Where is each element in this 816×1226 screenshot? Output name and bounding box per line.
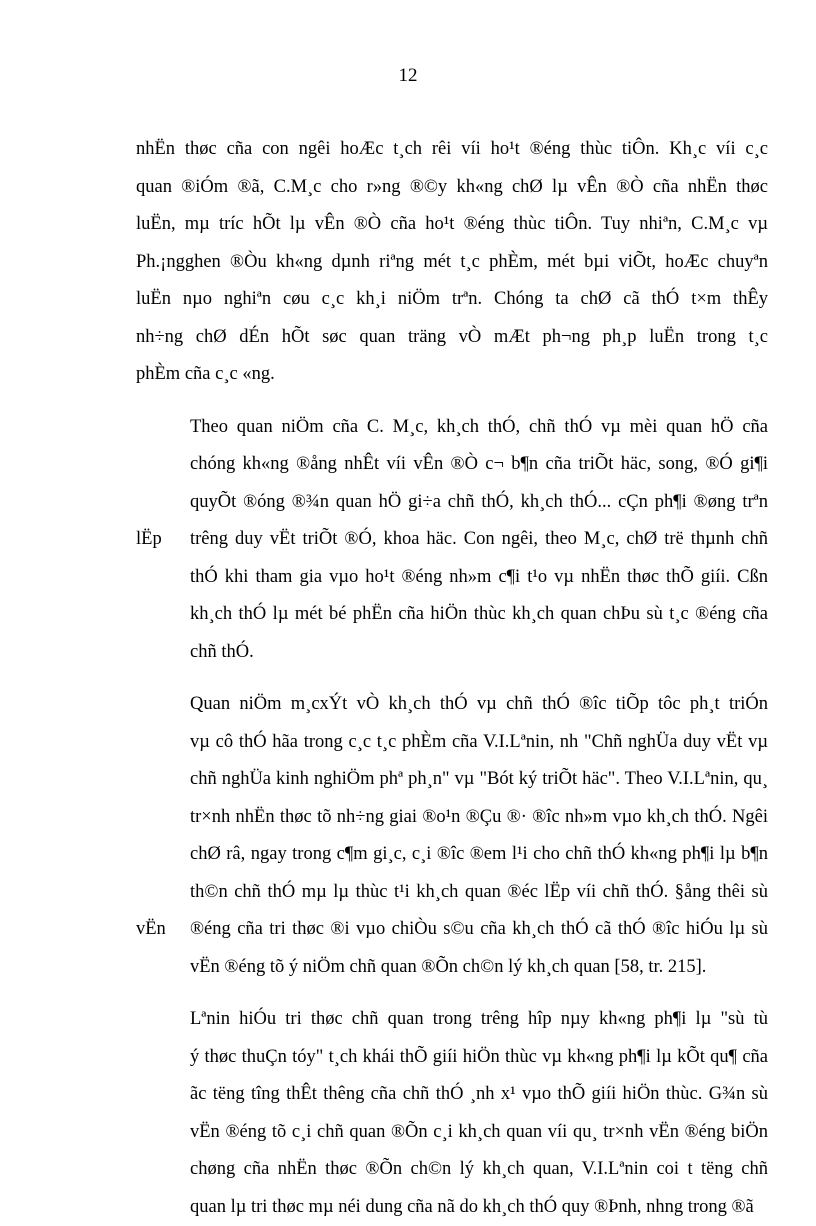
text-line: quan ®iÓm ®ã, C.M¸c cho r»ng ®©y kh«ng chØ lµ vÊn ®Ò cña nhËn thøc — [136, 169, 768, 207]
text-line: Ph.¡ngghen ®Òu kh«ng dµnh riªng mét t¸c phÈm, mét bµi viÕt, hoÆc chuyªn — [136, 244, 768, 282]
paragraph — [136, 686, 768, 986]
text-line: chñ thÓ. — [136, 634, 768, 672]
paragraph — [136, 131, 768, 394]
text-line: Quan niÖm m¸cxÝt vÒ kh¸ch thÓ vµ chñ thÓ ®îc tiÕp tôc ph¸t triÓn — [136, 686, 768, 724]
text-line: vËn ®éng tõ ý niÖm chñ quan ®Õn ch©n lý kh¸ch quan [58, tr. 215]. — [136, 949, 768, 987]
text-line: kh¸ch thÓ lµ mét bé phËn cña hiÖn thùc kh¸ch quan chÞu sù t¸c ®éng cña — [136, 596, 768, 634]
text-line: chñ nghÜa kinh nghiÖm phª ph¸n" vµ "Bót ký triÕt häc". Theo V.I.Lªnin, qu¸ — [136, 761, 768, 799]
text-line: phÈm cña c¸c «ng. — [136, 356, 768, 394]
text-line: ý thøc thuÇn tóy" t¸ch khái thÕ giíi hiÖn thùc vµ kh«ng ph¶i lµ kÕt qu¶ cña — [136, 1039, 768, 1077]
paragraph — [136, 409, 768, 672]
text-line: ®éng cña tri thøc ®i vµo chiÒu s©u cña kh¸ch thÓ cã thÓ ®îc hiÓu lµ sù — [136, 911, 768, 949]
text-line: nhËn thøc cña con ngêi hoÆc t¸ch rêi víi ho¹t ®éng thùc tiÔn. Kh¸c víi c¸c — [136, 131, 768, 169]
text-line: chóng kh«ng ®ång nhÊt víi vÊn ®Ò c¬ b¶n cña triÕt häc, song, ®Ó gi¶i — [136, 446, 768, 484]
text-line: chØ râ, ngay trong c¶m gi¸c, c¸i ®îc ®em l¹i cho chñ thÓ kh«ng ph¶i lµ b¶n — [136, 836, 768, 874]
body-text — [136, 131, 768, 1226]
text-line: vËn ®éng tõ c¸i chñ quan ®Õn c¸i kh¸ch quan víi qu¸ tr×nh vËn ®éng biÖn — [136, 1114, 768, 1152]
text-line: ãc tëng tîng thÊt thêng cña chñ thÓ ¸nh x¹ vµo thÕ giíi hiÖn thùc. G¾n sù — [136, 1076, 768, 1114]
text-line: quan lµ tri thøc mµ néi dung cña nã do kh¸ch thÓ quy ®Þnh, nhng trong ®ã — [136, 1189, 768, 1226]
text-line: chøng cña nhËn thøc ®Õn ch©n lý kh¸ch quan, V.I.Lªnin coi t tëng chñ — [136, 1151, 768, 1189]
paragraph — [136, 1001, 768, 1226]
text-line: th©n chñ thÓ mµ lµ thùc t¹i kh¸ch quan ®éc lËp víi chñ thÓ. §ång thêi sù vËn — [136, 874, 768, 912]
page-number: 12 — [0, 64, 816, 88]
text-line: thÓ khi tham gia vµo ho¹t ®éng nh»m c¶i t¹o vµ nhËn thøc thÕ giíi. Cßn — [136, 559, 768, 597]
text-line: vµ cô thÓ hãa trong c¸c t¸c phÈm cña V.I.Lªnin, nh "Chñ nghÜa duy vËt vµ — [136, 724, 768, 762]
text-line: quyÕt ®óng ®¾n quan hÖ gi÷a chñ thÓ, kh¸ch thÓ... cÇn ph¶i ®øng trªn lËp — [136, 484, 768, 522]
text-line: luËn, mµ tríc hÕt lµ vÊn ®Ò cña ho¹t ®éng thùc tiÔn. Tuy nhiªn, C.M¸c vµ — [136, 206, 768, 244]
text-line: nh÷ng chØ dÉn hÕt søc quan träng vÒ mÆt ph¬ng ph¸p luËn trong t¸c — [136, 319, 768, 357]
text-line: trêng duy vËt triÕt ®Ó, khoa häc. Con ngêi, theo M¸c, chØ trë thµnh chñ — [136, 521, 768, 559]
text-line: Theo quan niÖm cña C. M¸c, kh¸ch thÓ, chñ thÓ vµ mèi quan hÖ cña — [136, 409, 768, 447]
text-line: Lªnin hiÓu tri thøc chñ quan trong trêng hîp nµy kh«ng ph¶i lµ "sù tù — [136, 1001, 768, 1039]
text-line: luËn nµo nghiªn cøu c¸c kh¸i niÖm trªn. Chóng ta chØ cã thÓ t×m thÊy — [136, 281, 768, 319]
text-line: tr×nh nhËn thøc tõ nh÷ng giai ®o¹n ®Çu ®· ®îc nh»m vµo kh¸ch thÓ. Ngêi — [136, 799, 768, 837]
